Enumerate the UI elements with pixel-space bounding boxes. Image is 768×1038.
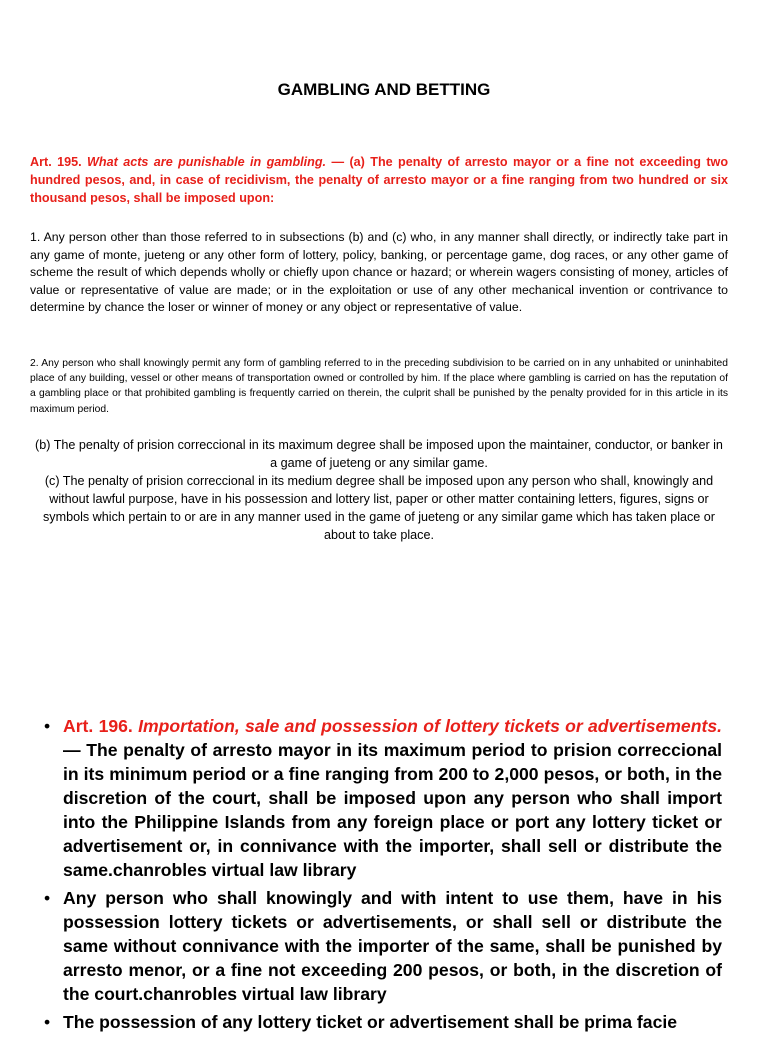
art-196-body: The penalty of arresto mayor in its maximum period to prision correccional in its minimum period or a fine ranging from 200 to 2,000 pesos, or both, in the discretion of the court, shall be imposed upon any person who shall import into the Philippine Islands from any foreign place or port any lottery ticket or advertisement or, in connivance with the importer, shall sell or distribute the same.chanrobles virtual law library [63, 740, 723, 880]
bullet-2-text: Any person who shall knowingly and with intent to use them, have in his possession lottery tickets or advertisements, or shall sell or distribute the same without connivance with the importer of the same, shall be punished by arresto menor, or a fine not exceeding 200 pesos, or both, in the discretion of the court.chanrobles virtual law library [63, 888, 722, 1004]
bullet-icon: • [44, 716, 51, 736]
bullet-3-text: The possession of any lottery ticket or advertisement shall be prima facie [63, 1012, 678, 1032]
art-196-dash: — [63, 740, 87, 760]
bullet-item-art-196 [44, 714, 722, 882]
bullet-icon: • [44, 888, 51, 908]
art-195-heading: What acts are punishable in gambling. [87, 155, 327, 169]
paragraph-2: 2. Any person who shall knowingly permit any form of gambling referred to in the preceding subdivision to be carried on in any unhabited or uninhabited place of any building, vessel or other means of transportation owned or controlled by him. If the place where gambling is carried on has the reputation of a gambling place or that prohibited gambling is frequently carried on therein, the culprit shall be punished by the penalty provided for in this article in its maximum period. [30, 358, 728, 415]
art-196-heading: Importation, sale and possession of lottery tickets or advertisements. [138, 716, 722, 736]
bullet-item-prima-facie [44, 1010, 722, 1034]
art-195-number: Art. 195. [30, 155, 82, 169]
paragraph-b: (b) The penalty of prision correccional in its maximum degree shall be imposed upon the maintainer, conductor, or banker in a game of jueteng or any similar game. [35, 438, 723, 470]
bullet-item-possession [44, 886, 722, 1006]
art-195-paragraph [30, 153, 728, 207]
bullet-list [44, 714, 722, 1038]
art-195-body: (a) The penalty of arresto mayor or a fine not exceeding two hundred pesos, and, in case of recidivism, the penalty of arresto mayor or a fine ranging from two hundred or six thousand pesos, shall be imposed upon: [30, 155, 729, 205]
art-195-dash: — [326, 155, 350, 169]
art-196-number: Art. 196. [63, 716, 133, 736]
bullet-icon: • [44, 1012, 51, 1032]
paragraph-1: 1. Any person other than those referred to in subsections (b) and (c) who, in any manner shall directly, or indirectly take part in any game of monte, jueteng or any other form of lottery, policy, banking, or percentage game, dog races, or any other game of scheme the result of which depends wholly or chiefly upon chance or hazard; or wherein wagers consisting of money, articles of value or representative of value are made; or in the exploitation or use of any other mechanical invention or contrivance to determine by chance the loser or winner of money or any object or representative of value. [30, 230, 728, 314]
paragraph-c: (c) The penalty of prision correccional in its medium degree shall be imposed upon any person who shall, knowingly and without lawful purpose, have in his possession and lottery list, paper or other matter containing letters, figures, signs or symbols which pertain to or are in any manner used in the game of jueteng or any similar game which has taken place or about to take place. [42, 474, 716, 542]
page-title: GAMBLING AND BETTING [277, 80, 491, 99]
